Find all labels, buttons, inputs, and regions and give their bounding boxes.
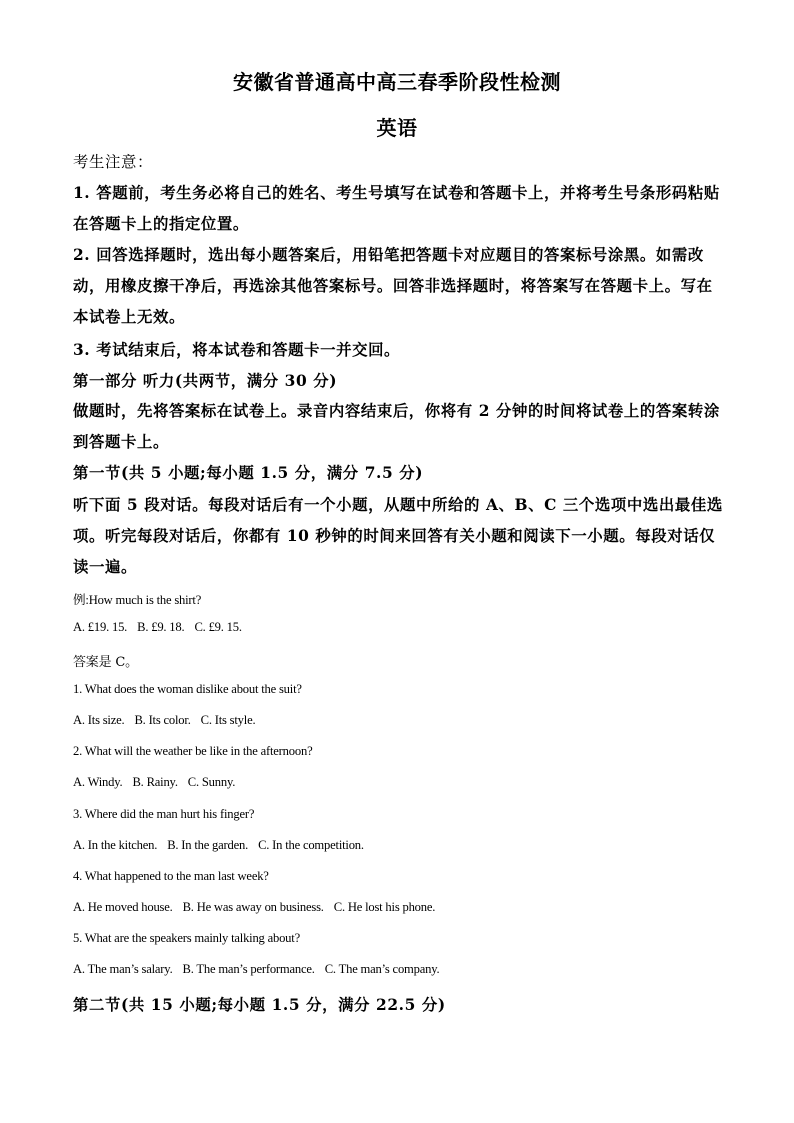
option-c: C. £9. 15. xyxy=(194,620,242,634)
example-question: 例:How much is the shirt? xyxy=(73,593,202,607)
option-b: B. Rainy. xyxy=(132,775,178,789)
question-5-options xyxy=(73,962,723,977)
subject-title: 英语 xyxy=(376,116,418,140)
section1-intro-line-2: 项。听完每段对话后，你都有 10 秒钟的时间来回答有关小题和阅读下一小题。每段对话仅 xyxy=(73,527,716,545)
question-1: 1. What does the woman dislike about the suit? xyxy=(73,682,302,696)
question-1-options xyxy=(73,713,723,728)
notice-item-1-line-1: 1. 答题前，考生务必将自己的姓名、考生号填写在试卷和答题卡上，并将考生号条形码粘贴 xyxy=(73,184,720,202)
part1-intro-line-2: 到答题卡上。 xyxy=(73,433,169,451)
section2-heading: 第二节(共 15 小题;每小题 1.5 分，满分 22.5 分) xyxy=(73,996,446,1014)
option-a: A. Windy. xyxy=(73,775,123,789)
exam-title: 安徽省普通高中高三春季阶段性检测 xyxy=(233,70,561,94)
question-5: 5. What are the speakers mainly talking about? xyxy=(73,931,300,945)
notice-item-2-line-2: 动，用橡皮擦干净后，再选涂其他答案标号。回答非选择题时，将答案写在答题卡上。写在 xyxy=(73,277,713,295)
option-b: B. He was away on business. xyxy=(182,900,324,914)
section1-intro-line-1: 听下面 5 段对话。每段对话后有一个小题，从题中所给的 A、B、C 三个选项中选出最佳选 xyxy=(73,496,723,514)
notice-heading: 考生注意： xyxy=(73,153,153,171)
section1-intro-line-3: 读一遍。 xyxy=(73,558,137,576)
option-c: C. The man’s company. xyxy=(324,962,440,976)
option-b: B. £9. 18. xyxy=(137,620,185,634)
question-2-options xyxy=(73,775,723,790)
option-c: C. Sunny. xyxy=(187,775,236,789)
example-options xyxy=(73,620,723,635)
notice-item-2-line-3: 本试卷上无效。 xyxy=(73,308,185,326)
option-a: A. Its size. xyxy=(73,713,125,727)
notice-item-1-line-2: 在答题卡上的指定位置。 xyxy=(73,215,249,233)
section1-heading: 第一节(共 5 小题;每小题 1.5 分，满分 7.5 分) xyxy=(73,464,424,482)
part1-heading: 第一部分 听力(共两节，满分 30 分) xyxy=(73,372,338,390)
question-4-options xyxy=(73,900,723,915)
example-answer: 答案是 C。 xyxy=(73,655,138,670)
option-c: C. He lost his phone. xyxy=(333,900,436,914)
question-2: 2. What will the weather be like in the afternoon? xyxy=(73,744,313,758)
part1-intro-line-1: 做题时，先将答案标在试卷上。录音内容结束后，你将有 2 分钟的时间将试卷上的答案转涂 xyxy=(73,402,720,420)
option-a: A. In the kitchen. xyxy=(73,838,158,852)
option-b: B. Its color. xyxy=(134,713,191,727)
notice-item-2-line-1: 2. 回答选择题时，选出每小题答案后，用铅笔把答题卡对应题目的答案标号涂黑。如需改 xyxy=(73,246,704,264)
question-3-options xyxy=(73,838,723,853)
question-4: 4. What happened to the man last week? xyxy=(73,869,269,883)
option-a: A. The man’s salary. xyxy=(73,962,173,976)
option-c: C. In the competition. xyxy=(258,838,364,852)
question-3: 3. Where did the man hurt his finger? xyxy=(73,807,255,821)
option-c: C. Its style. xyxy=(200,713,256,727)
option-a: A. £19. 15. xyxy=(73,620,128,634)
option-b: B. The man’s performance. xyxy=(182,962,315,976)
notice-item-3: 3. 考试结束后，将本试卷和答题卡一并交回。 xyxy=(73,341,401,359)
option-b: B. In the garden. xyxy=(167,838,249,852)
option-a: A. He moved house. xyxy=(73,900,173,914)
